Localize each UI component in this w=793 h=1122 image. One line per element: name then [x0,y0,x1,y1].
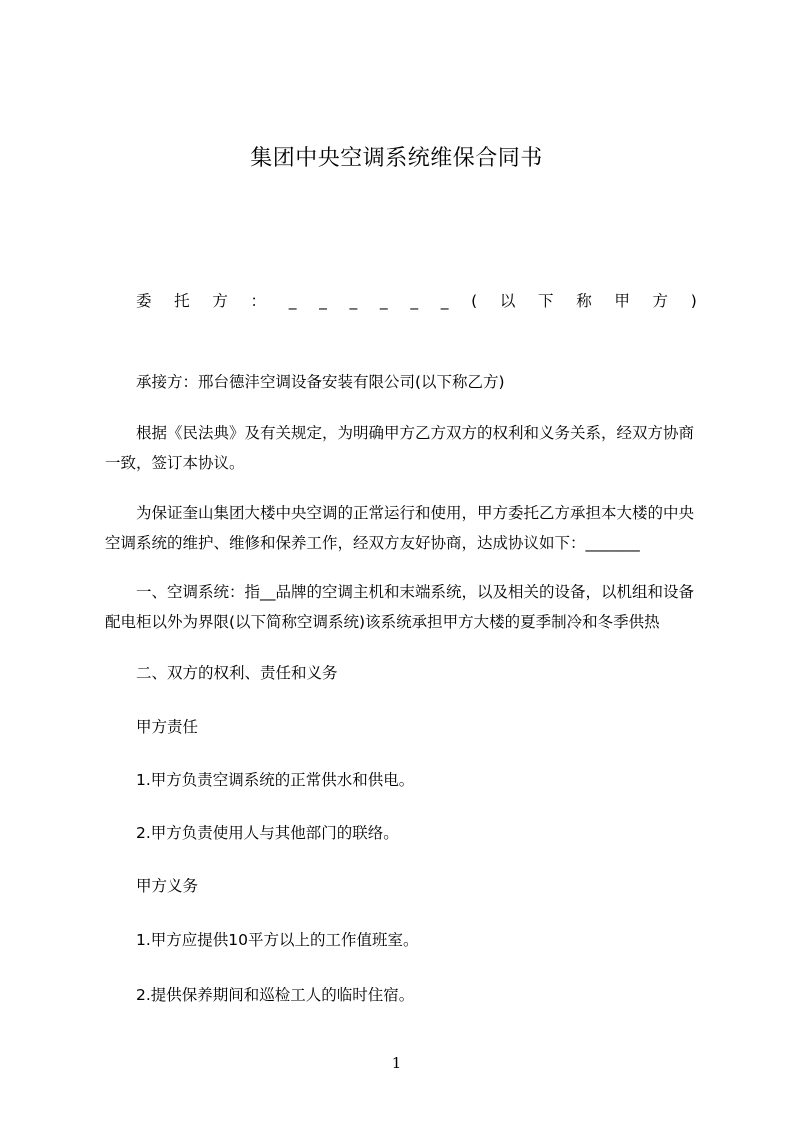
blank-underscore: _ [288,292,297,310]
blank-underscore: _ [410,292,419,310]
party-char: 方 [652,292,669,310]
party-char: 委 [136,292,152,310]
party-char: ) [690,292,697,310]
blank-underscore: _ [379,292,388,310]
party-char: 甲 [614,292,630,310]
party-char: ： [250,292,267,310]
obligation-item: 2.提供保养期间和巡检工人的临时住宿。 [136,986,415,1004]
party-char: 以 [499,292,516,310]
purpose-paragraph: 为保证奎山集团大楼中央空调的正常运行和使用，甲方委托乙方承担本大楼的中央空调系统的维护、维修和保养工作，经双方友好协商，达成协议如下：_______ [105,504,695,552]
section-2-heading: 二、双方的权利、责任和义务 [136,664,338,682]
blank-underscore: _ [440,292,449,310]
obligation-item: 1.甲方应提供10平方以上的工作值班室。 [136,931,419,949]
contractor-paragraph: 承接方：邢台德沣空调设备安装有限公司(以下称乙方) [136,373,505,391]
party-char: 下 [538,292,554,310]
party-char: 方 [212,292,228,310]
blank-underscore: _ [349,292,358,310]
blank-underscore: _ [319,292,327,310]
party-char: 称 [576,292,592,310]
section-1-paragraph: 一、空调系统：指__品牌的空调主机和末端系统，以及相关的设备，以机组和设备配电柜以外为界限(以下简称空调系统)该系统承担甲方大楼的夏季制冷和冬季供热 [105,583,695,631]
legal-basis-paragraph: 根据《民法典》及有关规定，为明确甲方乙方双方的权利和义务关系，经双方协商一致，签订本协议。 [105,424,695,472]
party-a-obligation-heading: 甲方义务 [136,877,199,895]
page-number: 1 [391,1054,402,1072]
document-title: 集团中央空调系统维保合同书 [250,146,543,171]
party-a-responsibility-heading: 甲方责任 [136,718,199,736]
client-party-line [136,286,697,316]
party-char: ( [471,292,478,310]
responsibility-item: 1.甲方负责空调系统的正常供水和供电。 [136,771,415,789]
responsibility-item: 2.甲方负责使用人与其他部门的联络。 [136,824,399,842]
party-char: 托 [174,292,190,310]
